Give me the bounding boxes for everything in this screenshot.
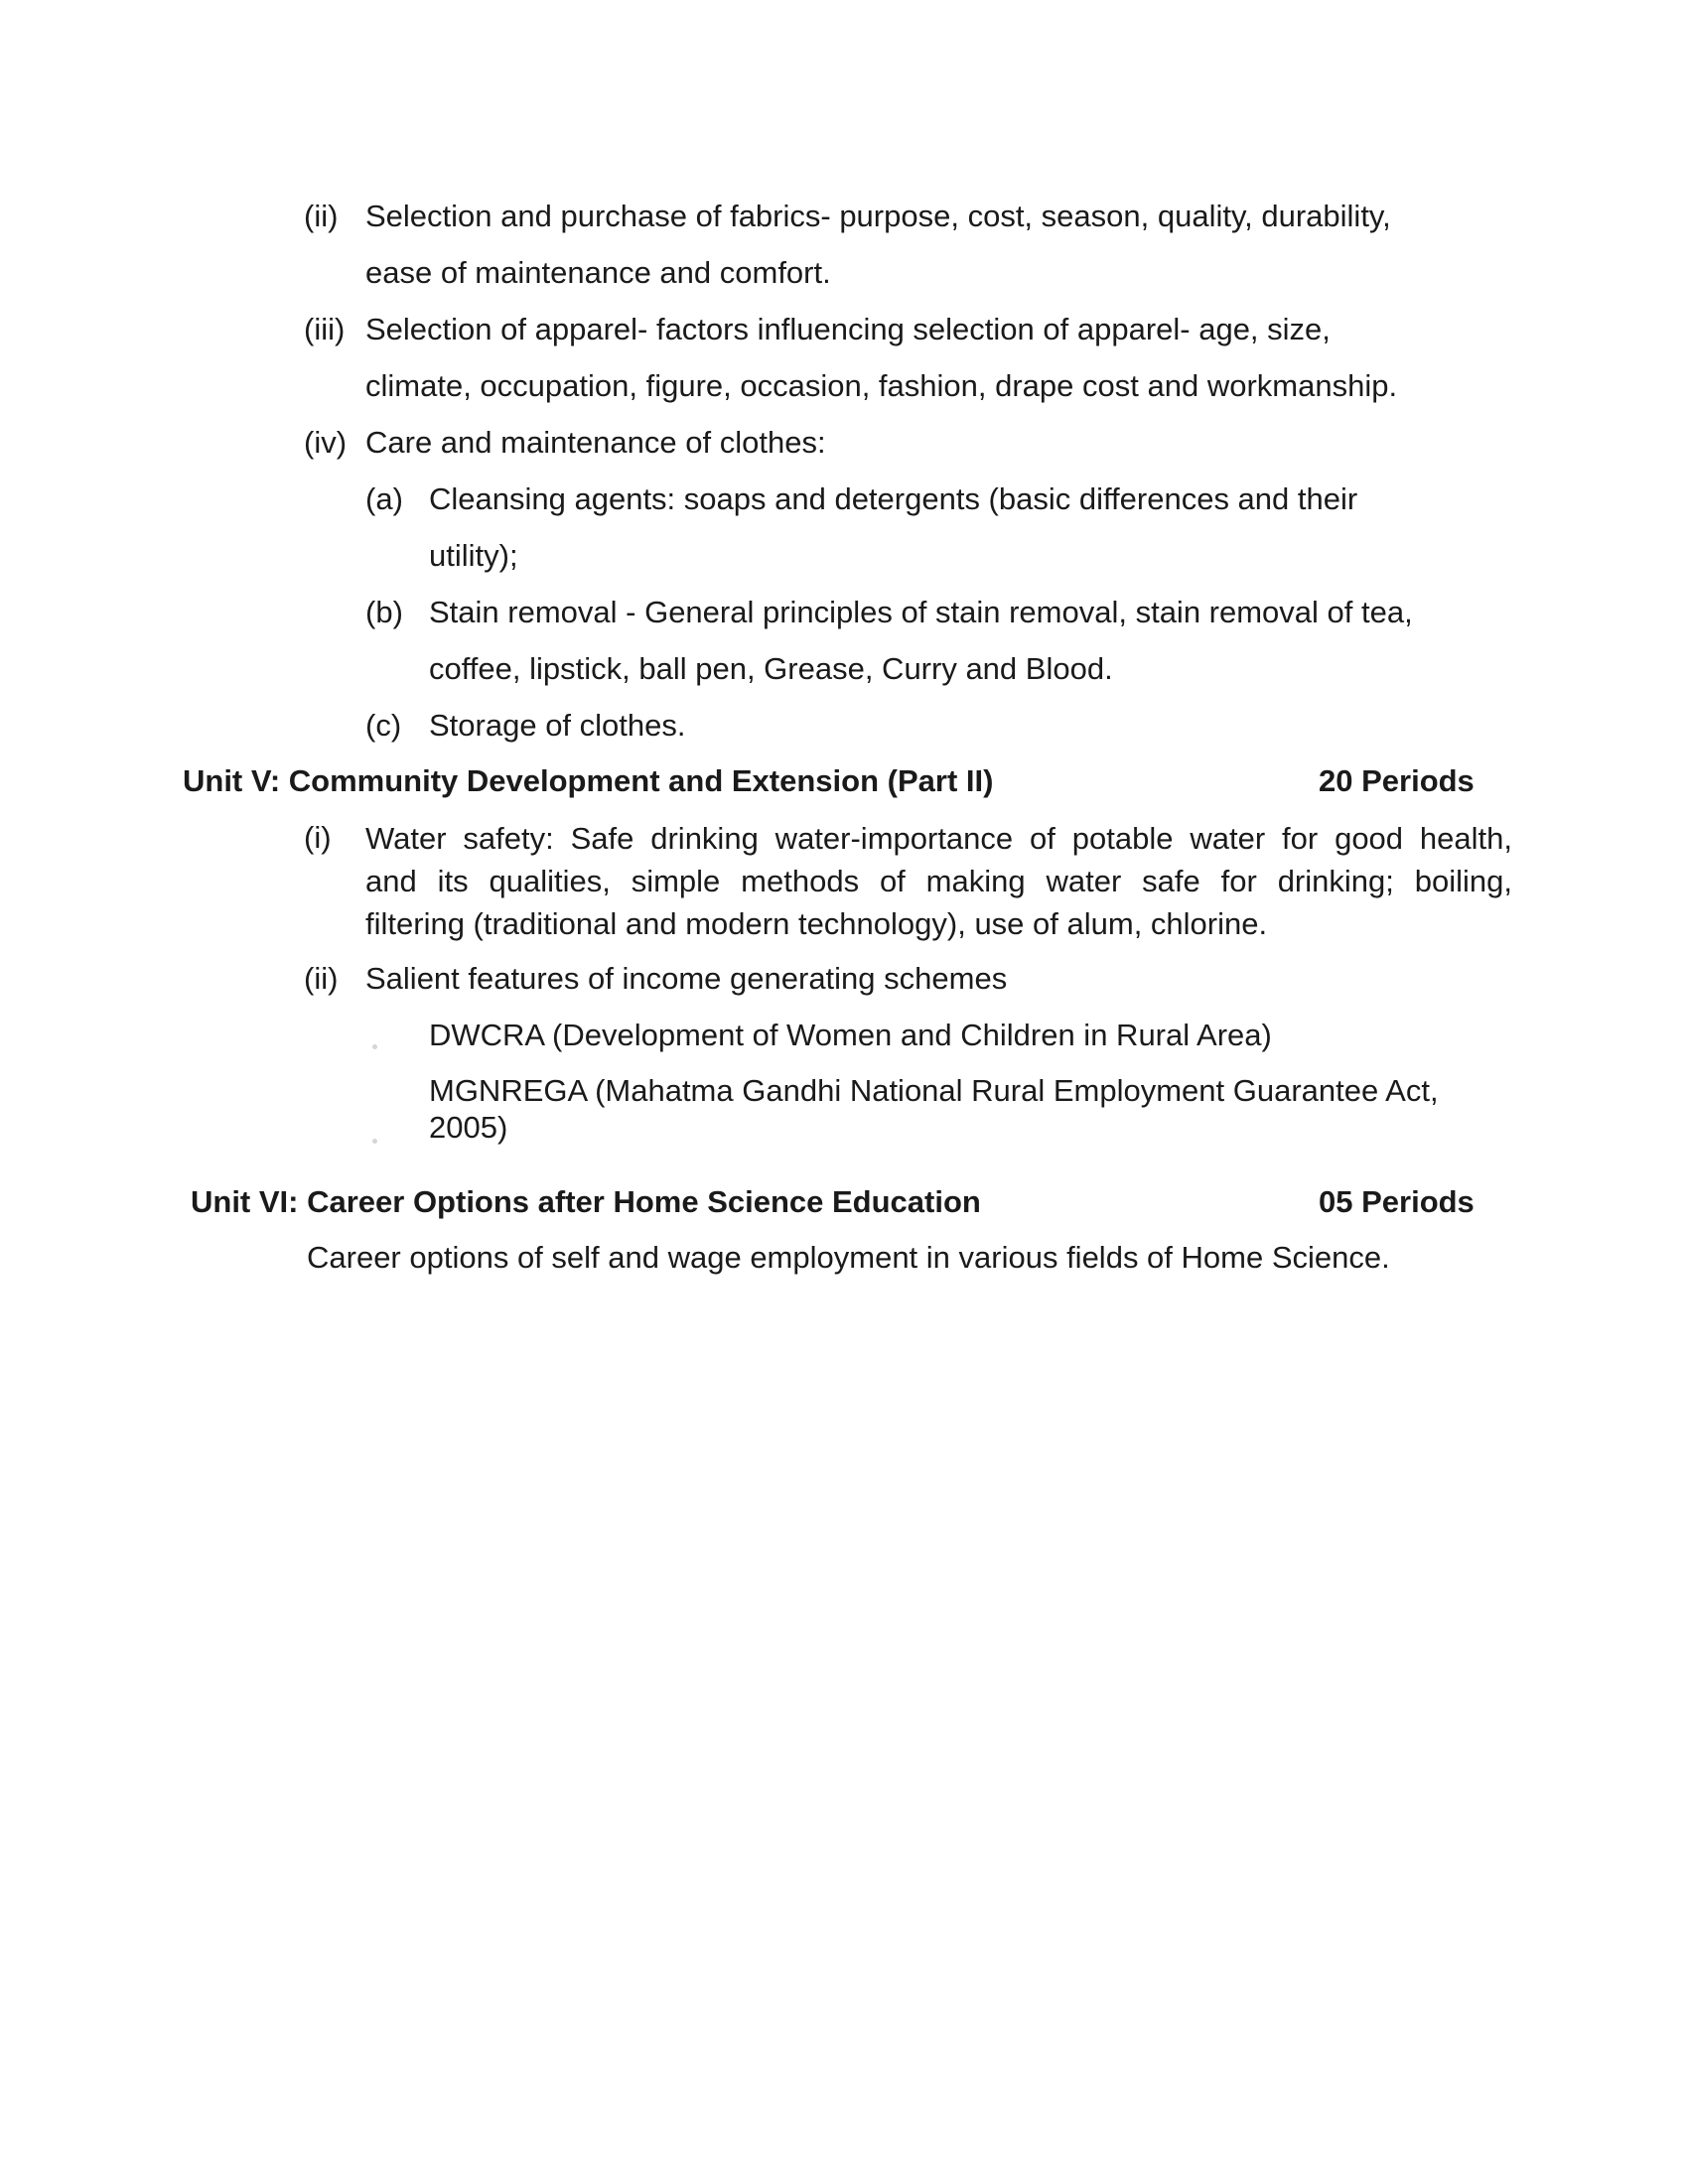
item-text: Water safety: Safe drinking water-importance of potable water for good health, <box>365 821 1512 856</box>
item-text: ease of maintenance and comfort. <box>365 255 831 290</box>
bullet-icon <box>372 1139 377 1144</box>
subitem-text: Storage of clothes. <box>429 708 686 743</box>
item-text: and its qualities, simple methods of making water safe for drinking; boiling, <box>365 864 1512 898</box>
item-text: Salient features of income generating schemes <box>365 961 1008 996</box>
item-number: (i) <box>304 820 332 855</box>
subitem-letter: (b) <box>365 595 403 629</box>
subitem-letter: (c) <box>365 708 402 743</box>
subitem-text: Cleansing agents: soaps and detergents (basic differences and their <box>429 481 1358 516</box>
unit-heading: Unit VI: Career Options after Home Science Education <box>191 1184 981 1219</box>
subitem-text: utility); <box>429 538 518 573</box>
bullet-text: 2005) <box>429 1110 508 1145</box>
bullet-text: MGNREGA (Mahatma Gandhi National Rural Employment Guarantee Act, <box>429 1073 1439 1108</box>
unit-heading: Unit V: Community Development and Extension (Part II) <box>183 763 994 798</box>
item-text: climate, occupation, figure, occasion, fashion, drape cost and workmanship. <box>365 368 1398 403</box>
subitem-text: Stain removal - General principles of stain removal, stain removal of tea, <box>429 595 1413 629</box>
bullet-icon <box>372 1044 377 1049</box>
item-text: Selection and purchase of fabrics- purpose, cost, season, quality, durability, <box>365 199 1391 233</box>
item-number: (iii) <box>304 312 346 346</box>
subitem-text: coffee, lipstick, ball pen, Grease, Curry and Blood. <box>429 651 1113 686</box>
subitem-letter: (a) <box>365 481 403 516</box>
item-text: Care and maintenance of clothes: <box>365 425 826 460</box>
unit-periods: 20 Periods <box>1319 763 1475 798</box>
item-paragraph <box>365 817 1512 945</box>
item-text: filtering (traditional and modern technology), use of alum, chlorine. <box>365 906 1268 941</box>
item-number: (iv) <box>304 425 348 460</box>
unit-periods: 05 Periods <box>1319 1184 1475 1219</box>
unit-text: Career options of self and wage employment in various fields of Home Science. <box>307 1240 1390 1275</box>
item-number: (ii) <box>304 199 339 233</box>
item-number: (ii) <box>304 961 339 996</box>
item-text: Selection of apparel- factors influencing selection of apparel- age, size, <box>365 312 1331 346</box>
bullet-text: DWCRA (Development of Women and Children in Rural Area) <box>429 1018 1272 1052</box>
